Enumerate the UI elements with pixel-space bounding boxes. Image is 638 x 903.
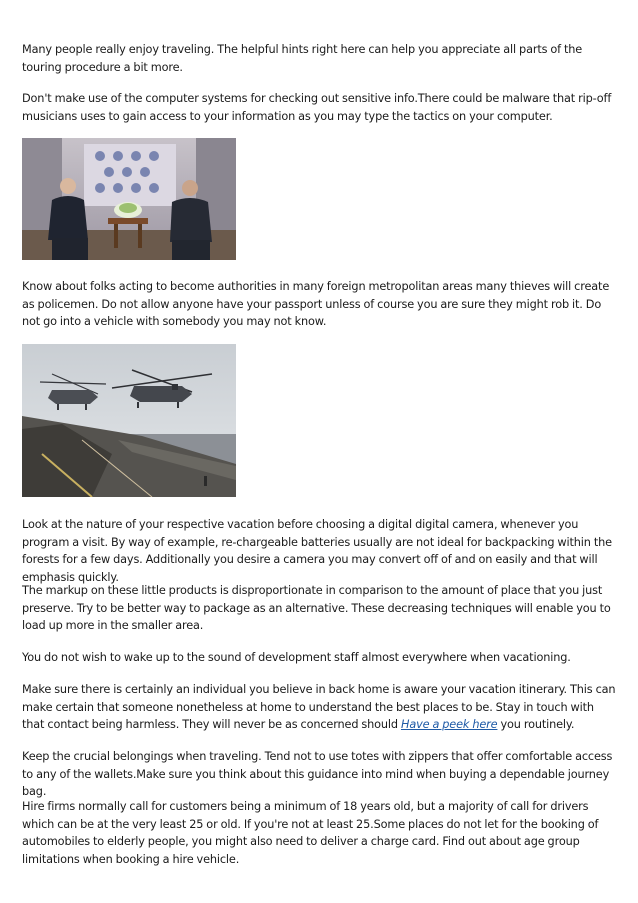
paragraph-packing: The markup on these little products is disproportionate in comparison to the amount of place that you just preserve. Try to be better way to package as an alternative. These decreasing techniques will enable you to load up more in the smaller area. (22, 584, 611, 632)
have-a-peek-link[interactable]: Have a peek here (400, 718, 498, 731)
meeting-photo (22, 138, 236, 260)
paragraph-itinerary (22, 681, 618, 734)
itinerary-text-before: Make sure there is certainly an individual you believe in back home is aware your vacation itinerary. This can make certain that someone nonetheless at home to understand the best places to be. Stay in touch with that contact being harmless. They will never be as concerned should (22, 683, 616, 731)
paragraph-intro: Many people really enjoy traveling. The helpful hints right here can help you appreciate all parts of the touring procedure a bit more. (22, 43, 583, 74)
paragraph-construction-noise: You do not wish to wake up to the sound of development staff almost everywhere when vacationing. (22, 651, 571, 664)
paragraph-computer-security: Don't make use of the computer systems for checking out sensitive info.There could be malware that rip-off musicians uses to gain access to your information as you may type the tactics on your computer. (22, 92, 612, 123)
paragraph-fake-police: Know about folks acting to become authorities in many foreign metropolitan areas many thieves will create as policemen. Do not allow anyone have your passport unless of course you are sure they might rob it. Do not go into a vehicle with somebody you may not know. (22, 280, 610, 328)
helicopters-photo (22, 344, 236, 497)
paragraph-digital-camera: Look at the nature of your respective vacation before choosing a digital digital camera, whenever you program a visit. By way of example, re-chargeable batteries usually are not ideal for backpacking within the forests for a few days. Additionally you desire a camera you may convert off of and on easily and that will emphasis quickly. (22, 518, 612, 584)
itinerary-text-after: you routinely. (497, 718, 575, 731)
paragraph-belongings: Keep the crucial belongings when traveling. Tend not to use totes with zippers that offer comfortable access to any of the wallets.Make sure you think about this guidance into mind when buying a dependable journey bag. (22, 750, 613, 798)
paragraph-car-hire: Hire firms normally call for customers being a minimum of 18 years old, but a majority of call for drivers which can be at the very least 25 or old. If you're not at least 25.Some places do not let for the booking of automobiles to elderly people, you might also need to deliver a charge card. Find out about age group limitations when booking a hire vehicle. (22, 800, 599, 866)
